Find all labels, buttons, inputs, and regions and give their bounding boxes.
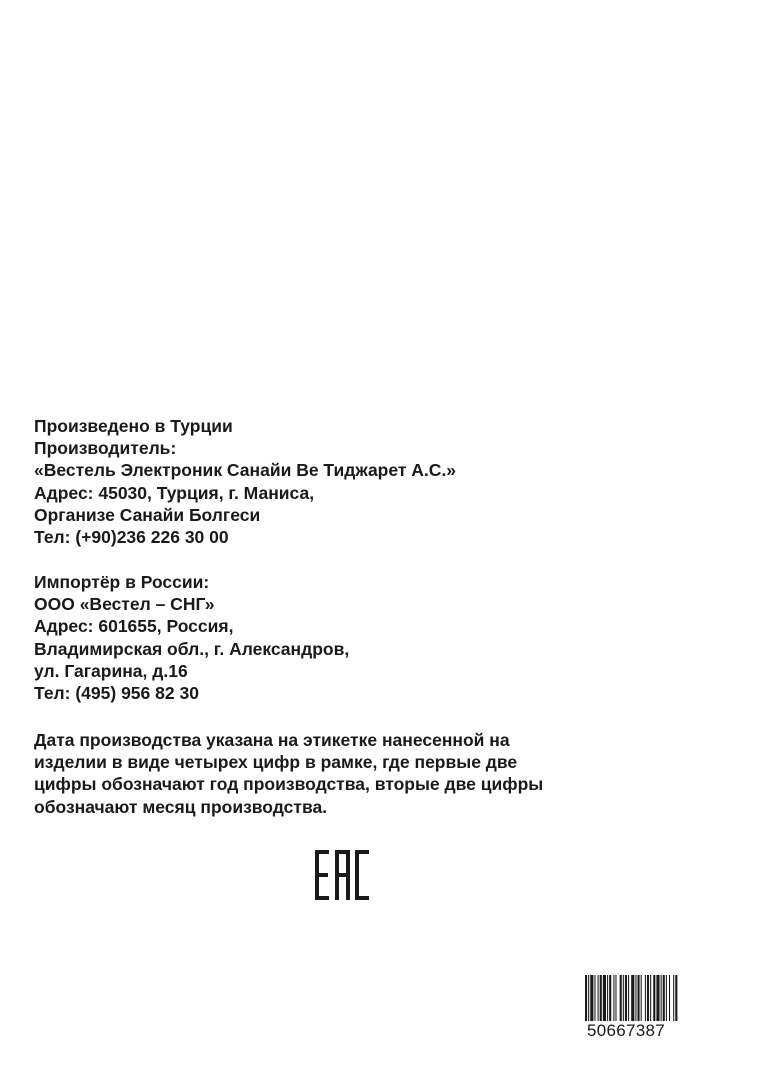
manufacturer-phone: Тел: (+90)236 226 30 00 [34, 527, 229, 548]
importer-name: ООО «Вестел – СНГ» [34, 594, 215, 615]
barcode-icon [585, 975, 715, 1021]
date-note-line-2: изделии в виде четырех цифр в рамке, где первые две [34, 752, 518, 773]
manufacturer-name: «Вестель Электроник Санайи Ве Тиджарет А.С.» [34, 460, 457, 481]
manufacturer-heading: Производитель: [34, 438, 177, 459]
importer-address-line-1: Адрес: 601655, Россия, [34, 616, 234, 637]
date-note-line-1: Дата производства указана на этикетке нанесенной на [34, 730, 510, 750]
manufacturer-address-line-2: Организе Санайи Болгеси [34, 504, 261, 525]
production-date-note [34, 729, 543, 818]
date-note-line-4: обозначают месяц производства. [34, 796, 328, 817]
eac-certification-icon [315, 850, 369, 900]
importer-address-line-3: ул. Гагарина, д.16 [34, 660, 188, 681]
importer-address-line-2: Владимирская обл., г. Александров, [34, 638, 350, 659]
barcode-number: 50667387 [587, 1021, 666, 1040]
date-note-line-3: цифры обозначают год производства, вторые две цифры [34, 774, 544, 795]
importer-info [34, 571, 349, 704]
manufacturer-address-line-1: Адрес: 45030, Турция, г. Маниса, [34, 482, 315, 503]
made-in-line: Произведено в Турции [34, 416, 233, 436]
importer-phone: Тел: (495) 956 82 30 [34, 683, 199, 704]
importer-heading: Импортёр в России: [34, 572, 210, 592]
manufacturer-info [34, 415, 456, 548]
